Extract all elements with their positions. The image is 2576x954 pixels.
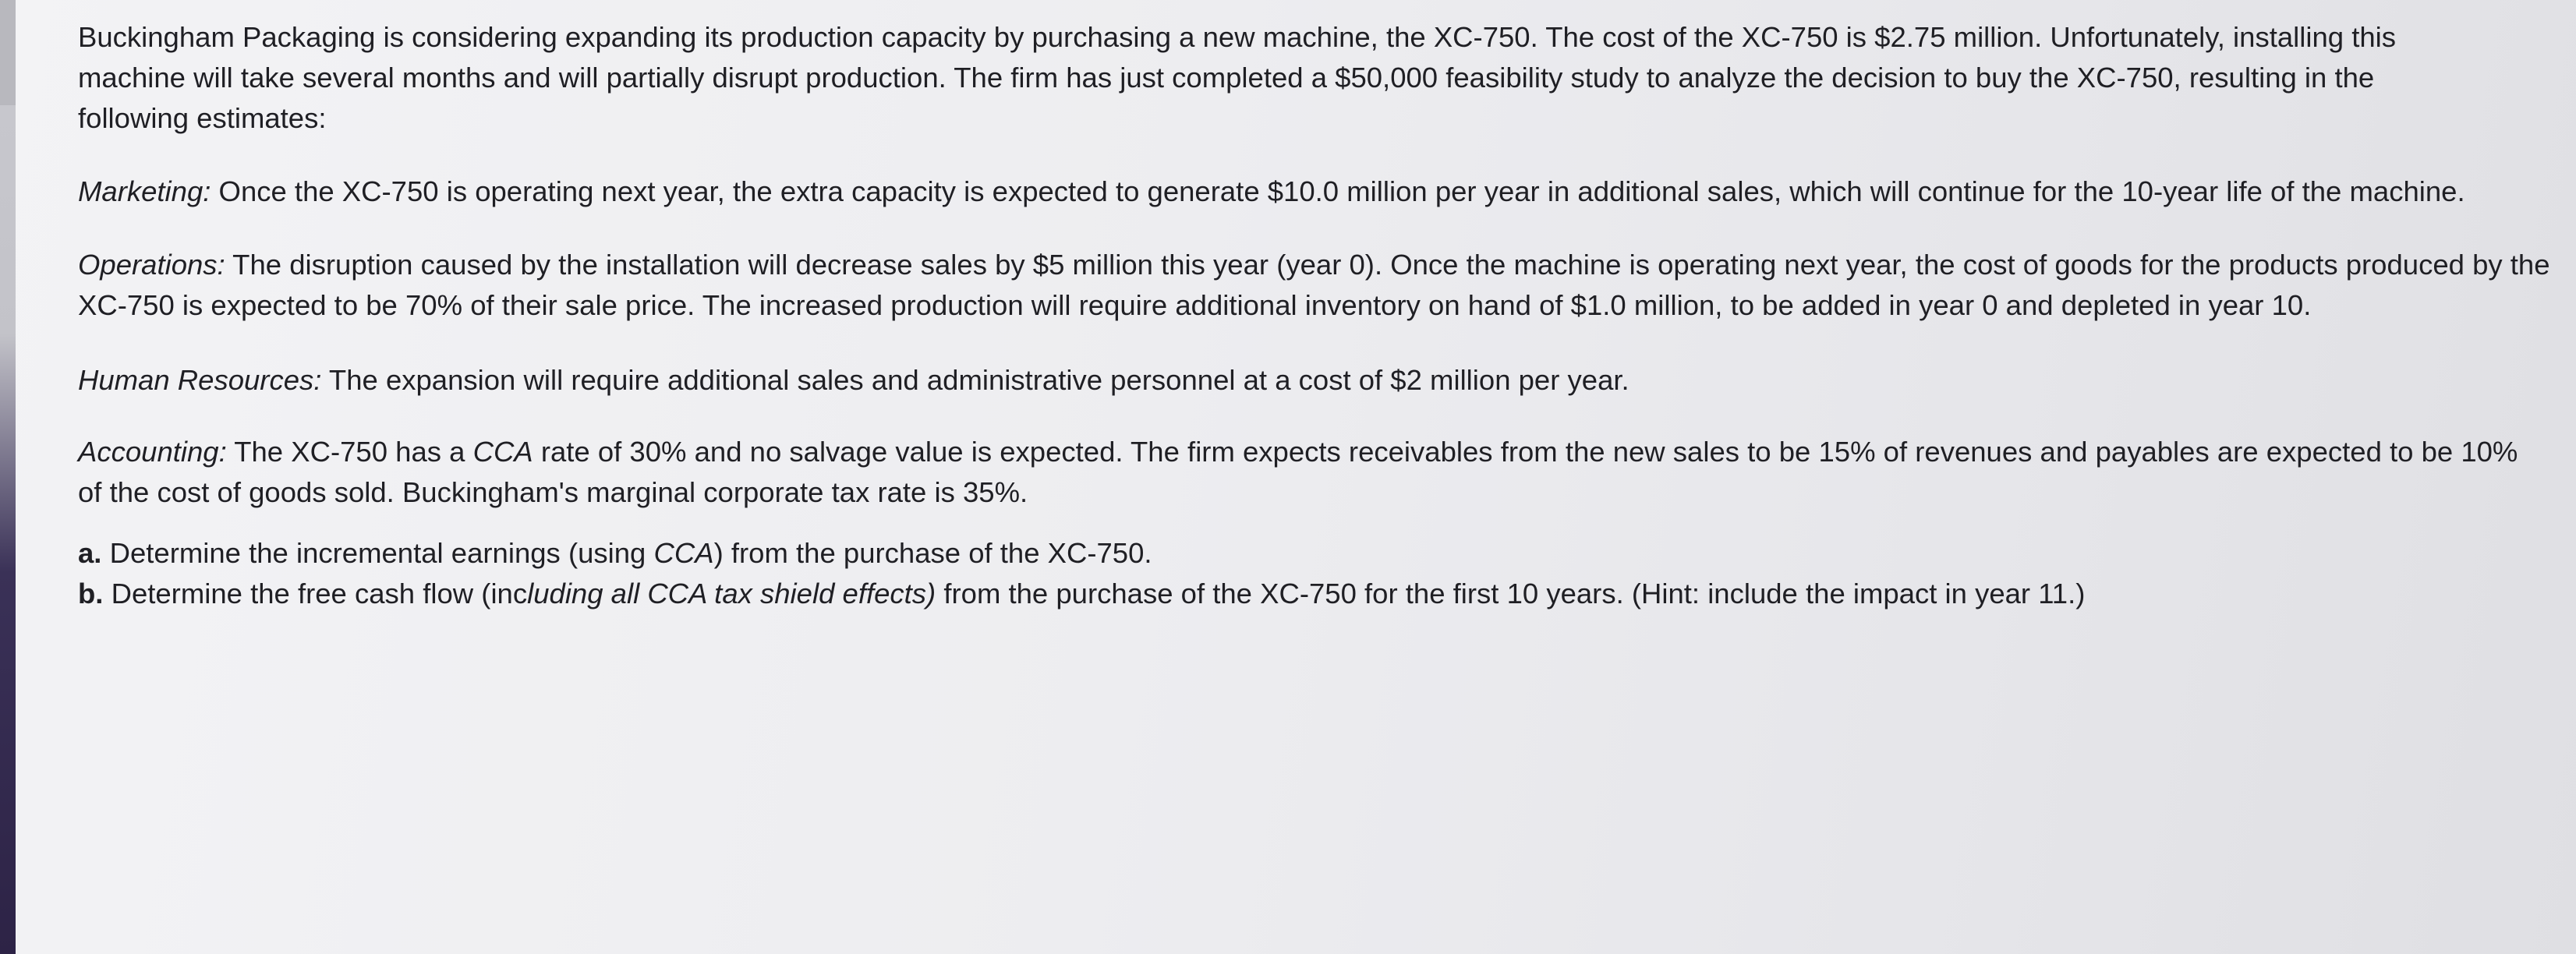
accounting-text-2: rate of 30% and no salvage value is expected. The firm expects receivables from the new sales to be 15% of revenues and payables are expected to be 10% of the cost of goods sold. Buckingham's marginal corporate tax rate is 35%. <box>78 436 2518 508</box>
question-b-text-1: Determine the free cash flow (inc <box>103 578 528 610</box>
accounting-text-1: The XC-750 has a <box>226 436 473 468</box>
problem-document <box>78 17 2557 614</box>
questions-list <box>78 533 2557 614</box>
question-b-italic: luding all CCA tax shield effects) <box>527 578 936 610</box>
human-resources-text: The expansion will require additional sales and administrative personnel at a cost of $2 million per year. <box>321 364 1629 396</box>
question-a-text-2: ) from the purchase of the XC-750. <box>713 537 1152 569</box>
operations-paragraph <box>78 245 2565 326</box>
question-b-text-2: from the purchase of the XC-750 for the first 10 years. (Hint: include the impact in year 11.) <box>936 578 2086 610</box>
screen-edge <box>0 0 16 954</box>
question-b-letter: b. <box>78 578 104 610</box>
accounting-cca: CCA <box>472 436 533 468</box>
accounting-label: Accounting: <box>78 436 227 468</box>
marketing-paragraph <box>78 171 2534 212</box>
screen-edge-top <box>0 0 16 105</box>
question-a <box>78 533 2557 574</box>
human-resources-label: Human Resources: <box>78 364 322 396</box>
marketing-text: Once the XC-750 is operating next year, the extra capacity is expected to generate $10.0 million per year in additional sales, which will continue for the 10-year life of the machine. <box>211 175 2465 207</box>
question-b <box>78 574 2557 614</box>
human-resources-paragraph <box>78 360 2557 401</box>
operations-text: The disruption caused by the installation will decrease sales by $5 million this year (year 0). Once the machine is operating next year, the cost of goods for the products produced by the XC-750 is expected to be 70% of their sale price. The increased production will require additional inventory on hand of $1.0 million, to be added in year 0 and depleted in year 10. <box>78 249 2550 321</box>
question-a-cca: CCA <box>653 537 714 569</box>
operations-label: Operations: <box>78 249 225 281</box>
marketing-label: Marketing: <box>78 175 211 207</box>
accounting-paragraph <box>78 432 2542 513</box>
intro-paragraph: Buckingham Packaging is considering expanding its production capacity by purchasing a new machine, the XC-750. The cost of the XC-750 is $2.75 million. Unfortunately, installing this machine will take several months and will partially disrupt production. The firm has just completed a $50,000 feasibility study to analyze the decision to buy the XC-750, resulting in the following estimates: <box>78 21 2397 134</box>
question-a-text-1: Determine the incremental earnings (using <box>101 537 654 569</box>
question-a-letter: a. <box>78 537 102 569</box>
